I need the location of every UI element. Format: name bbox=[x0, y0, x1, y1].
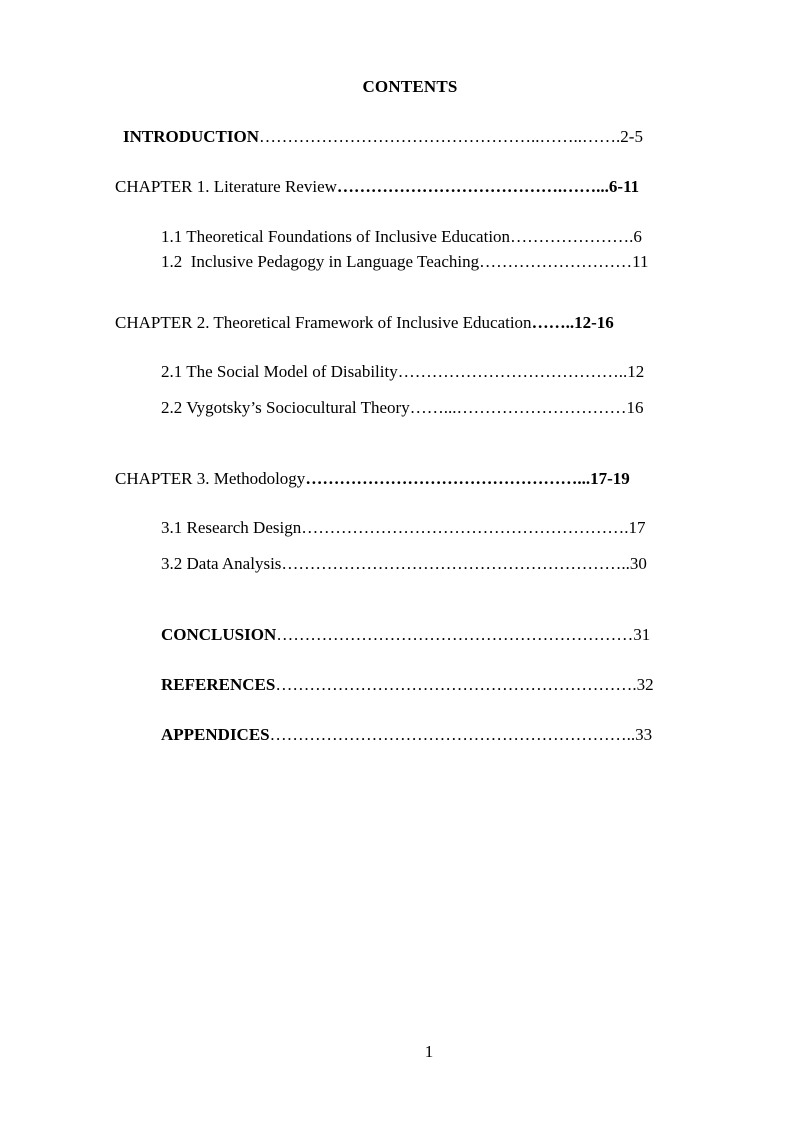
toc-leader-dots: ……………………… bbox=[479, 252, 633, 271]
toc-entry-label: 3.1 Research Design bbox=[161, 518, 302, 537]
toc-leader-dots: ………………………………….……... bbox=[336, 177, 609, 196]
toc-entry-introduction[interactable] bbox=[123, 127, 643, 147]
toc-entry-conclusion[interactable] bbox=[161, 625, 650, 645]
toc-leader-dots: ……………………………………………………… bbox=[276, 625, 634, 644]
toc-entry-label: 1.1 Theoretical Foundations of Inclusive Education bbox=[161, 227, 511, 246]
toc-leader-dots: …………………………………………………….. bbox=[281, 554, 630, 573]
toc-entry-label: CHAPTER 2. Theoretical Framework of Inclusive Education bbox=[115, 313, 532, 332]
toc-page-number: 32 bbox=[636, 675, 654, 694]
toc-page-number: 17 bbox=[628, 518, 646, 537]
toc-page-number: 31 bbox=[633, 625, 651, 644]
toc-page-number: 33 bbox=[635, 725, 653, 744]
toc-entry-chapter-2[interactable] bbox=[115, 313, 614, 333]
toc-entry-2-1[interactable] bbox=[161, 362, 644, 382]
toc-entry-label: INTRODUCTION bbox=[123, 127, 260, 146]
toc-entry-label: APPENDICES bbox=[161, 725, 270, 744]
toc-page-number: ..17-19 bbox=[581, 469, 630, 488]
toc-entry-chapter-3[interactable] bbox=[115, 469, 630, 489]
toc-entry-label: 2.1 The Social Model of Disability bbox=[161, 362, 398, 381]
toc-entry-label: 3.2 Data Analysis bbox=[161, 554, 282, 573]
toc-page-number: 11 bbox=[632, 252, 649, 271]
toc-leader-dots: …………………………………………………. bbox=[301, 518, 629, 537]
toc-entry-chapter-1[interactable] bbox=[115, 177, 639, 197]
toc-page-number: 12 bbox=[627, 362, 645, 381]
toc-entry-2-2[interactable] bbox=[161, 398, 643, 418]
toc-entry-appendices[interactable] bbox=[161, 725, 652, 745]
toc-page-number: 12-16 bbox=[574, 313, 614, 332]
toc-leader-dots: ………………………………………………………. bbox=[275, 675, 637, 694]
toc-page-number: 6-11 bbox=[608, 177, 640, 196]
toc-leader-dots: ……………………………………………………….. bbox=[269, 725, 636, 744]
toc-leader-dots: …………………. bbox=[510, 227, 634, 246]
toc-entry-label: 1.2 Inclusive Pedagogy in Language Teaching bbox=[161, 252, 480, 271]
toc-entry-1-2[interactable] bbox=[161, 252, 648, 272]
toc-page-number: 2-5 bbox=[620, 127, 643, 146]
toc-leader-dots: ………………………………….. bbox=[397, 362, 628, 381]
toc-leader-dots: …………………………………………. bbox=[305, 469, 582, 488]
toc-entry-3-1[interactable] bbox=[161, 518, 645, 538]
toc-leader-dots: …….. bbox=[531, 313, 575, 332]
page-number: 1 bbox=[424, 1042, 434, 1061]
toc-entry-label: CHAPTER 1. Literature Review bbox=[115, 177, 337, 196]
toc-entry-3-2[interactable] bbox=[161, 554, 647, 574]
toc-leader-dots: ……...………………………… bbox=[409, 398, 627, 417]
toc-entry-label: CHAPTER 3. Methodology bbox=[115, 469, 306, 488]
toc-leader-dots: …………………………………………..……..……. bbox=[259, 127, 621, 146]
toc-page-number: 6 bbox=[633, 227, 642, 246]
toc-entry-label: CONCLUSION bbox=[161, 625, 277, 644]
toc-entry-label: 2.2 Vygotsky’s Sociocultural Theory bbox=[161, 398, 410, 417]
contents-title: CONTENTS bbox=[362, 77, 458, 96]
toc-entry-references[interactable] bbox=[161, 675, 654, 695]
toc-entry-1-1[interactable] bbox=[161, 227, 642, 247]
toc-entry-label: REFERENCES bbox=[161, 675, 276, 694]
toc-page-number: 30 bbox=[629, 554, 647, 573]
toc-page-number: 16 bbox=[626, 398, 644, 417]
